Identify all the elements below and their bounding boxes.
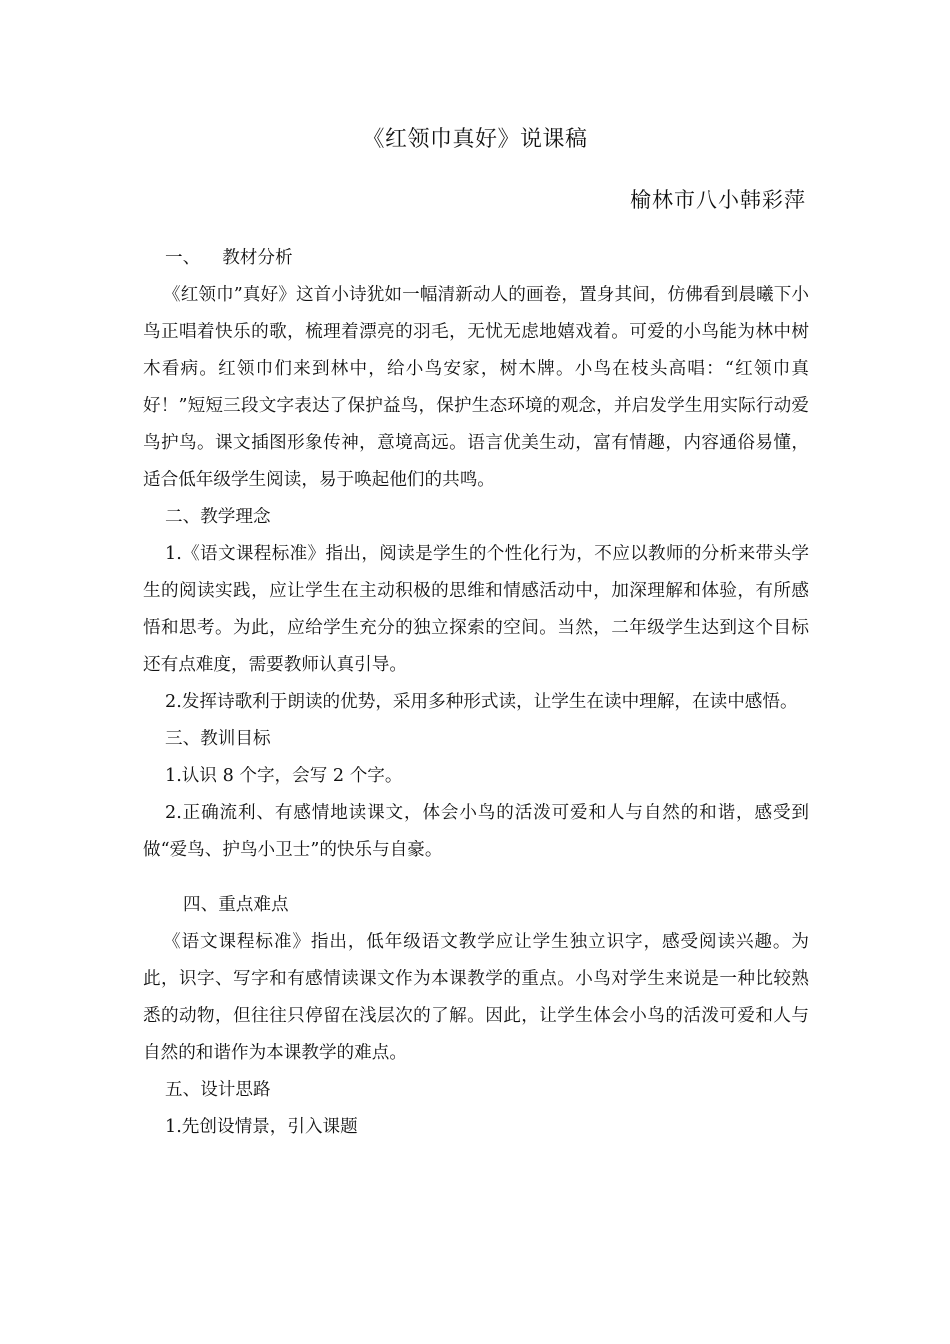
section-2-item-2: 2.发挥诗歌利于朗读的优势，采用多种形式读，让学生在读中理解，在读中感悟。 [165, 692, 798, 712]
section-spacer [143, 869, 809, 887]
section-3-item-2: 2.正确流利、有感情地读课文，体会小鸟的活泼可爱和人与自然的和谐，感受到做“爱鸟、护鸟小卫士”的快乐与自豪。 [143, 803, 809, 860]
document-title: 《红领巾真好》说课稿 [362, 127, 588, 152]
section-heading-5: 五、设计思路 [165, 1080, 271, 1100]
section-heading-1 [143, 240, 809, 277]
document-author: 榆林市八小韩彩萍 [630, 188, 806, 212]
section-heading-1-text: 教材分析 [222, 248, 293, 268]
section-5-item-1: 1.先创设情景，引入课题 [165, 1117, 358, 1137]
document-body [143, 240, 809, 1146]
section-heading-1-num: 一、 [165, 248, 201, 268]
section-heading-3: 三、教训目标 [165, 729, 271, 749]
section-3-item-1: 1.认识 8 个字，会写 2 个字。 [165, 766, 403, 786]
section-heading-2: 二、教学理念 [165, 507, 271, 527]
section-4-paragraph: 《语文课程标准》指出，低年级语文教学应让学生独立识字，感受阅读兴趣。为此，识字、写字和有感情读课文作为本课教学的重点。小鸟对学生来说是一种比较熟悉的动物，但往往只停留在浅层次的了解。因此，让学生体会小鸟的活泼可爱和人与自然的和谐作为本课教学的难点。 [143, 932, 809, 1063]
section-2-item-1: 1.《语文课程标准》指出，阅读是学生的个性化行为，不应以教师的分析来带头学生的阅读实践，应让学生在主动积极的思维和情感活动中，加深理解和体验，有所感悟和思考。为此，应给学生充分的独立探索的空间。当然，二年级学生达到这个目标还有点难度，需要教师认真引导。 [143, 544, 809, 675]
section-heading-4: 四、重点难点 [183, 895, 289, 915]
section-1-paragraph: 《红领巾”真好》这首小诗犹如一幅清新动人的画卷，置身其间，仿佛看到晨曦下小鸟正唱着快乐的歌，梳理着漂亮的羽毛，无忧无虑地嬉戏着。可爱的小鸟能为林中树木看病。红领巾们来到林中，给小鸟安家，树木牌。小鸟在枝头高唱：“红领巾真好！”短短三段文字表达了保护益鸟，保护生态环境的观念，并启发学生用实际行动爱鸟护鸟。课文插图形象传神，意境高远。语言优美生动，富有情趣，内容通俗易懂，适合低年级学生阅读，易于唤起他们的共鸣。 [143, 285, 809, 490]
